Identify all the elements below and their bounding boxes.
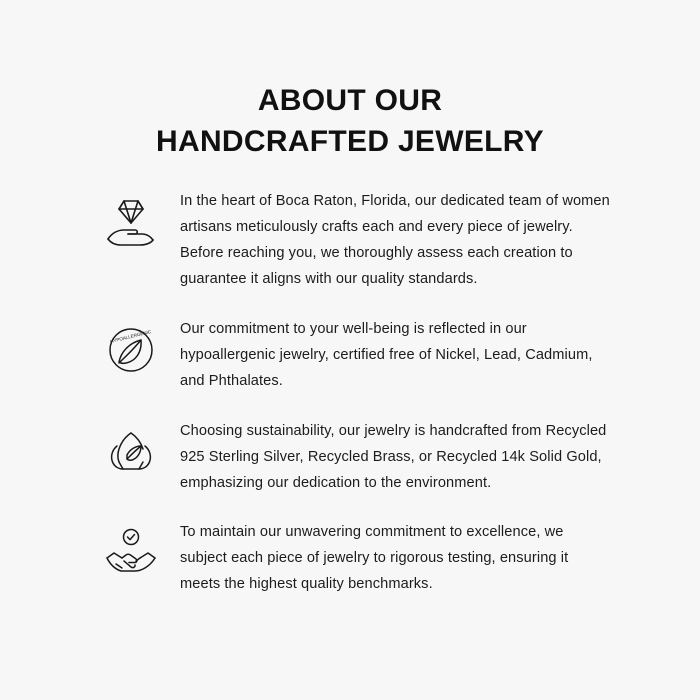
page-title-line-2: HANDCRAFTED JEWELRY xyxy=(156,125,544,159)
list-item xyxy=(100,520,630,598)
feature-list xyxy=(60,189,640,599)
hypoallergenic-feather-icon xyxy=(100,319,162,381)
recycling-leaf-icon xyxy=(100,421,162,483)
list-item xyxy=(100,317,630,395)
page-title-line-1: ABOUT OUR xyxy=(257,84,443,117)
page-title xyxy=(60,80,640,163)
list-item-text: Our commitment to your well-being is reflected in our hypoallergenic jewelry, certified free of Nickel, Lead, Cadmium, and Phthalates. xyxy=(180,320,593,389)
list-item-text: To maintain our unwavering commitment to excellence, we subject each piece of jewelry to rigorous testing, ensuring it meets the highest quality benchmarks. xyxy=(180,524,569,593)
diamond-in-hand-icon xyxy=(100,191,162,253)
svg-text:HYPOALLERGENIC: HYPOALLERGENIC xyxy=(109,328,152,344)
list-item-text: Choosing sustainability, our jewelry is handcrafted from Recycled 925 Sterling Silver, Recycled Brass, or Recycled 14k Solid Gold, emphasizing our dedication to the environment. xyxy=(180,422,607,491)
list-item xyxy=(100,189,630,293)
list-item-text: In the heart of Boca Raton, Florida, our dedicated team of women artisans meticulously crafts each and every piece of jewelry. Before reaching you, we thoroughly assess each creation to guarantee it aligns with our quality standards. xyxy=(180,192,610,287)
handshake-check-icon xyxy=(100,522,162,584)
list-item xyxy=(100,419,630,497)
